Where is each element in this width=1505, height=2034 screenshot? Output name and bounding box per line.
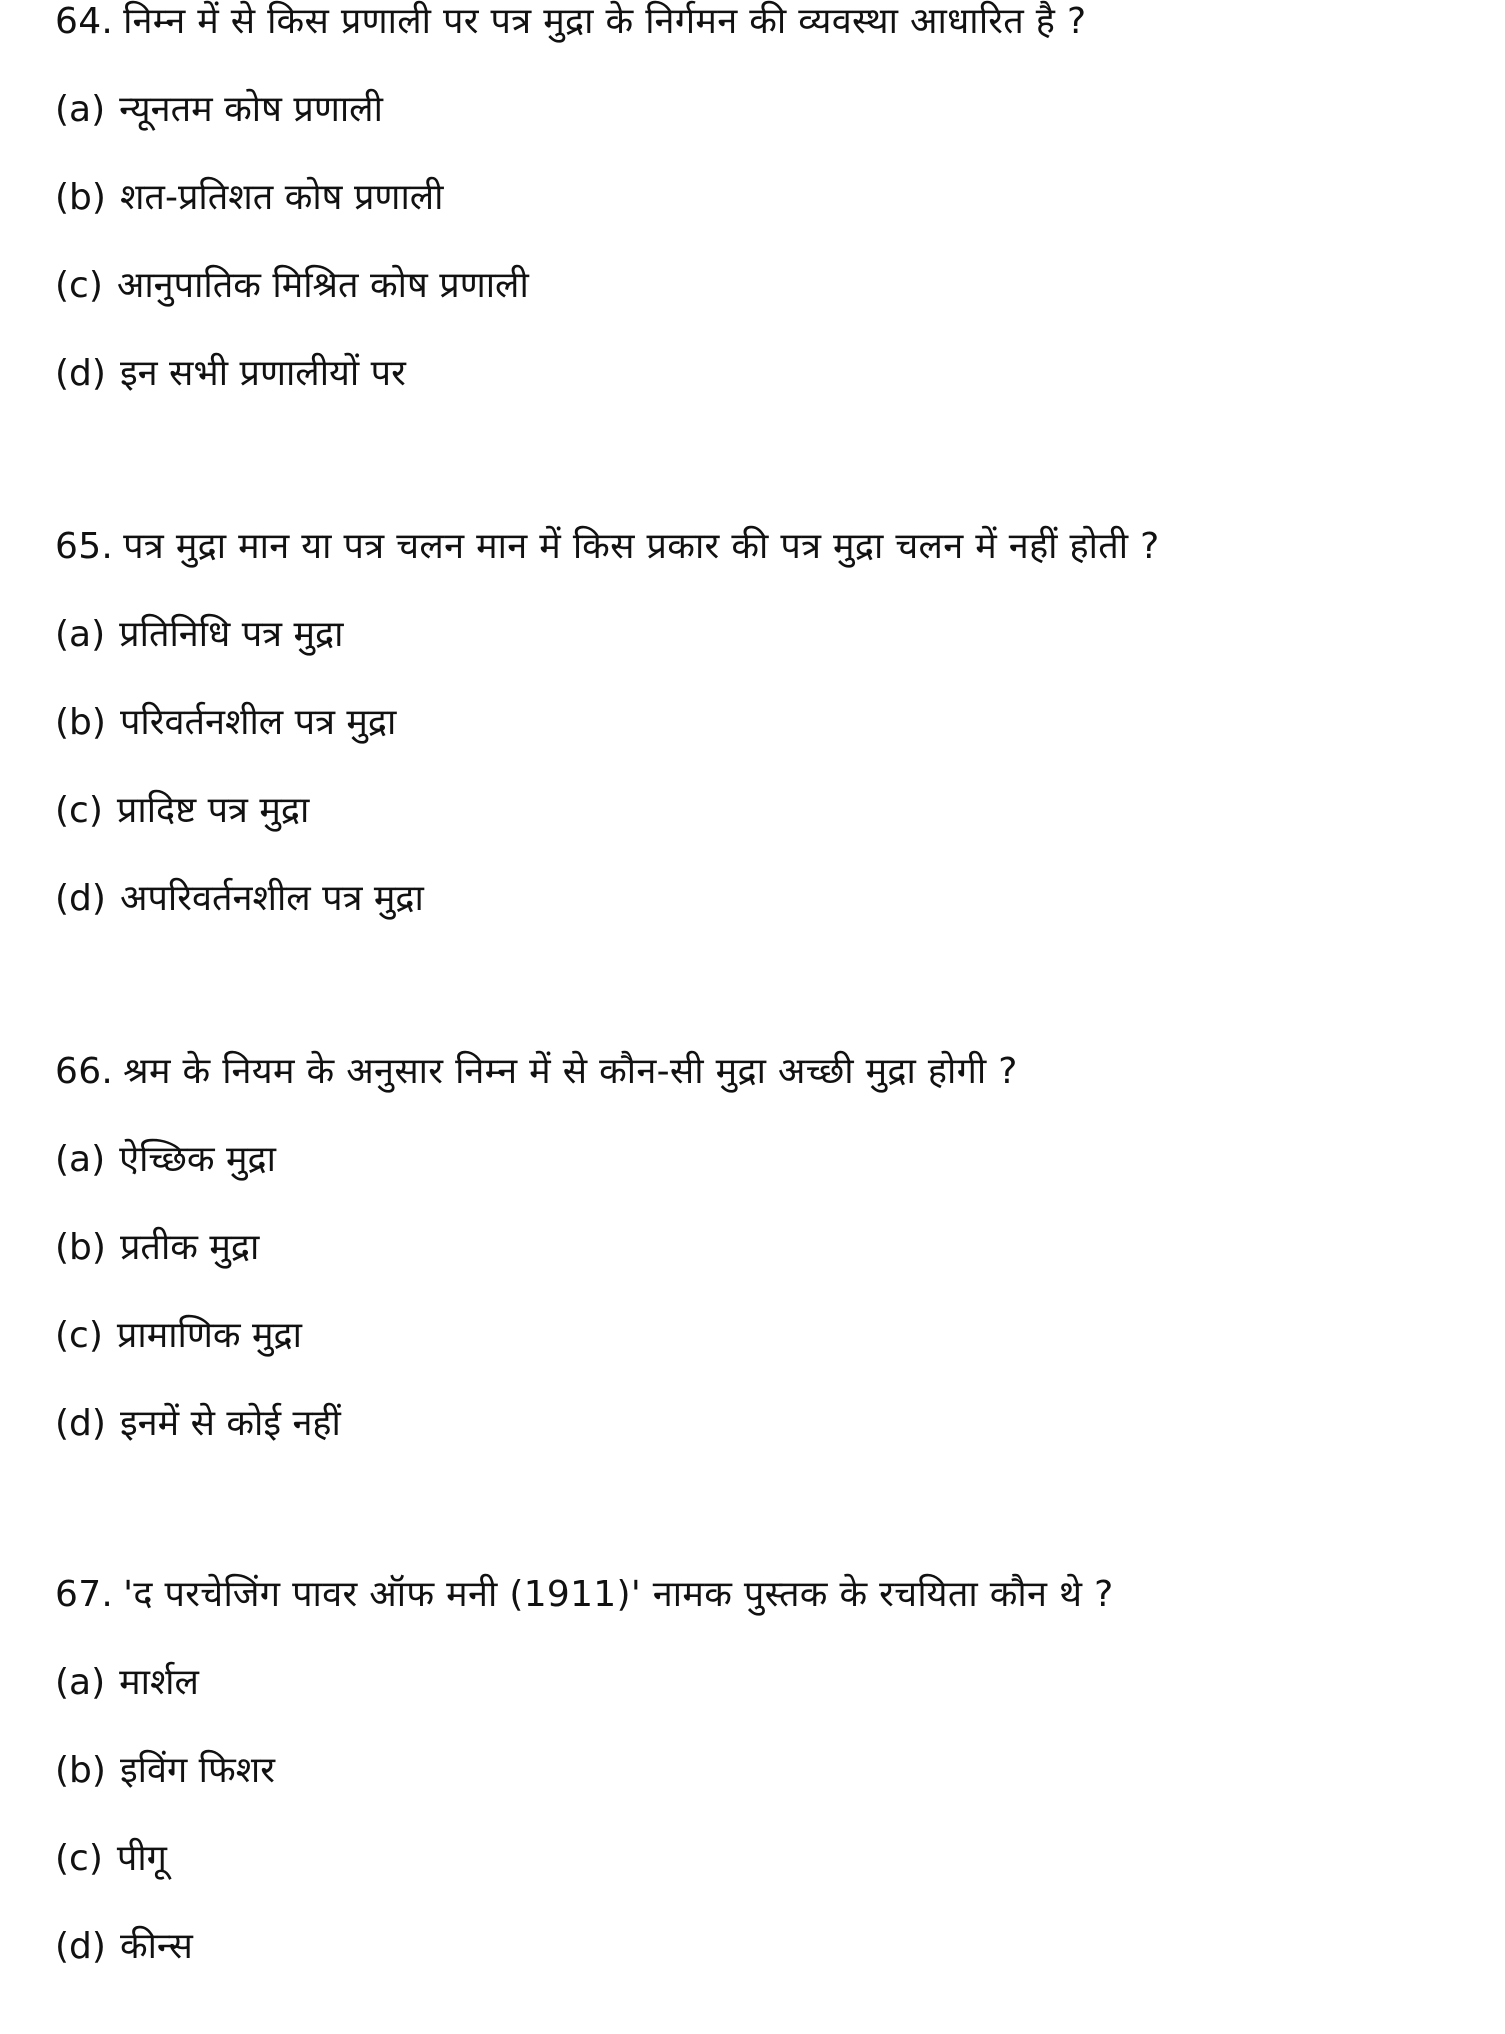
option-text: परिवर्तनशील पत्र मुद्रा xyxy=(119,702,397,743)
option-text: मार्शल xyxy=(119,1662,199,1703)
option-text: आनुपातिक मिश्रित कोष प्रणाली xyxy=(116,265,529,306)
option-label: (b) xyxy=(55,702,106,743)
option-label: (b) xyxy=(55,1750,106,1791)
option-text: प्रामाणिक मुद्रा xyxy=(116,1315,302,1356)
option-text: प्रतिनिधि पत्र मुद्रा xyxy=(119,614,344,655)
question-67 xyxy=(55,1573,1495,1969)
option-b[interactable] xyxy=(55,176,1495,220)
option-label: (a) xyxy=(55,614,106,655)
option-label: (d) xyxy=(55,353,106,394)
option-d[interactable] xyxy=(55,877,1495,921)
option-label: (d) xyxy=(55,1403,106,1444)
question-prompt xyxy=(55,0,1495,44)
question-text: श्रम के नियम के अनुसार निम्न में से कौन-सी मुद्रा अच्छी मुद्रा होगी ? xyxy=(123,1051,1018,1092)
option-label: (c) xyxy=(55,1315,103,1356)
option-text: प्रतीक मुद्रा xyxy=(119,1227,260,1268)
option-text: इनमें से कोई नहीं xyxy=(119,1403,341,1444)
option-text: अपरिवर्तनशील पत्र मुद्रा xyxy=(119,878,424,919)
question-number: 64. xyxy=(55,1,114,42)
option-d[interactable] xyxy=(55,1402,1495,1446)
option-c[interactable] xyxy=(55,1837,1495,1881)
question-text: पत्र मुद्रा मान या पत्र चलन मान में किस प्रकार की पत्र मुद्रा चलन में नहीं होती ? xyxy=(123,526,1160,567)
option-label: (d) xyxy=(55,878,106,919)
option-label: (b) xyxy=(55,177,106,218)
question-prompt xyxy=(55,1050,1495,1094)
question-number: 65. xyxy=(55,526,114,567)
option-text: न्यूनतम कोष प्रणाली xyxy=(119,89,383,130)
option-b[interactable] xyxy=(55,1749,1495,1793)
question-prompt xyxy=(55,525,1495,569)
option-a[interactable] xyxy=(55,1661,1495,1705)
option-label: (d) xyxy=(55,1926,106,1967)
option-text: ऐच्छिक मुद्रा xyxy=(119,1139,276,1180)
option-text: प्रादिष्ट पत्र मुद्रा xyxy=(116,790,310,831)
option-text: इविंग फिशर xyxy=(119,1750,275,1791)
option-label: (a) xyxy=(55,89,106,130)
question-number: 67. xyxy=(55,1574,114,1615)
option-c[interactable] xyxy=(55,1314,1495,1358)
question-text: 'द परचेजिंग पावर ऑफ मनी (1911)' नामक पुस्तक के रचयिता कौन थे ? xyxy=(123,1574,1114,1615)
option-label: (a) xyxy=(55,1662,106,1703)
option-d[interactable] xyxy=(55,1925,1495,1969)
option-text: कीन्स xyxy=(119,1926,193,1967)
question-66 xyxy=(55,1050,1495,1446)
question-65 xyxy=(55,525,1495,921)
option-b[interactable] xyxy=(55,1226,1495,1270)
option-c[interactable] xyxy=(55,789,1495,833)
option-c[interactable] xyxy=(55,264,1495,308)
option-text: इन सभी प्रणालीयों पर xyxy=(119,353,406,394)
question-64 xyxy=(55,0,1495,396)
question-text: निम्न में से किस प्रणाली पर पत्र मुद्रा के निर्गमन की व्यवस्था आधारित है ? xyxy=(123,1,1087,42)
question-number: 66. xyxy=(55,1051,114,1092)
option-text: पीगू xyxy=(116,1838,167,1879)
question-prompt xyxy=(55,1573,1495,1617)
option-label: (a) xyxy=(55,1139,106,1180)
option-label: (b) xyxy=(55,1227,106,1268)
option-label: (c) xyxy=(55,1838,103,1879)
option-text: शत-प्रतिशत कोष प्रणाली xyxy=(119,177,444,218)
option-d[interactable] xyxy=(55,352,1495,396)
option-label: (c) xyxy=(55,790,103,831)
option-a[interactable] xyxy=(55,613,1495,657)
option-label: (c) xyxy=(55,265,103,306)
option-a[interactable] xyxy=(55,1138,1495,1182)
option-b[interactable] xyxy=(55,701,1495,745)
option-a[interactable] xyxy=(55,88,1495,132)
